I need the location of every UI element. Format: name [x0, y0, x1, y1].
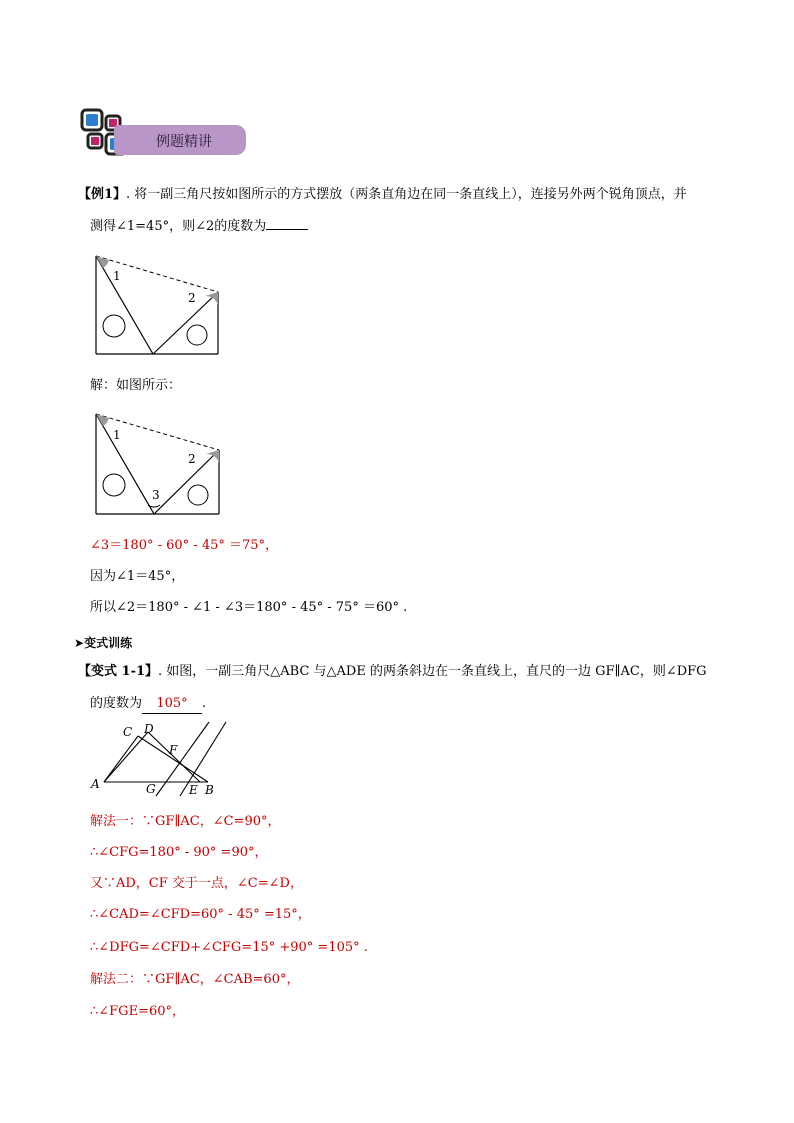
example1-figure — [86, 250, 226, 360]
example1-line2 — [90, 218, 308, 236]
practice-heading — [74, 634, 132, 652]
practice-figure — [86, 720, 236, 800]
practice-text2-end: . — [202, 696, 207, 711]
label-G: G — [146, 782, 156, 796]
label-B: B — [205, 783, 214, 797]
label-E: E — [189, 783, 198, 797]
practice-text1: . 如图，一副三角尺△ABC 与△ADE 的两条斜边在一条直线上，直尺的一边 GF∥AC，则∠DFG — [158, 664, 707, 679]
label-F: F — [169, 743, 178, 757]
example1-tag: 【例1】 — [78, 187, 127, 202]
figure2-label-1: 1 — [113, 428, 121, 442]
figure1-label-1: 1 — [113, 269, 121, 283]
example1-step-3: 所以∠2＝180° - ∠1 - ∠3＝180° - 45° - 75° ＝60° . — [90, 600, 408, 615]
practice-answer: 105° — [142, 695, 202, 714]
example1-step-2: 因为∠1＝45°， — [90, 569, 185, 584]
practice-step-2: ∴∠CFG=180° - 90° =90°， — [90, 845, 268, 860]
practice-line1 — [78, 663, 707, 681]
label-A: A — [91, 777, 100, 791]
label-C: C — [123, 725, 133, 739]
practice-step-4: ∴∠CAD=∠CFD=60° - 45° =15°， — [90, 907, 311, 922]
practice-text2: 的度数为 — [90, 696, 143, 711]
practice-heading-text: 变式训练 — [84, 636, 133, 650]
figure2-label-3: 3 — [152, 488, 160, 502]
example1-solution-intro: 解：如图所示： — [90, 378, 182, 393]
practice-step-5: ∴∠DFG=∠CFD+∠CFG=15° +90° =105° . — [90, 940, 368, 955]
example1-line1 — [78, 186, 687, 204]
practice-step-1: 解法一：∵GF∥AC，∠C=90°， — [90, 814, 281, 829]
arrow-icon: ➤ — [74, 636, 85, 650]
example1-solution-figure — [86, 408, 226, 520]
practice-step-6: 解法二：∵GF∥AC，∠CAB=60°， — [90, 972, 300, 987]
practice-tag: 【变式 1-1】 — [78, 664, 159, 679]
practice-step-7: ∴∠FGE=60°， — [90, 1004, 185, 1019]
figure1-label-2: 2 — [188, 291, 196, 305]
example1-text2: 测得∠1=45°，则∠2的度数为 — [90, 219, 267, 234]
label-D: D — [144, 722, 154, 736]
example1-text1: . 将一副三角尺按如图所示的方式摆放（两条直角边在同一条直线上），连接另外两个锐角顶点，并 — [126, 187, 687, 202]
example1-step-1: ∠3＝180° - 60° - 45° ＝75°， — [90, 538, 279, 553]
figure2-label-2: 2 — [188, 452, 196, 466]
practice-line2 — [90, 695, 206, 714]
section-banner — [80, 108, 250, 162]
practice-step-3: 又∵AD，CF 交于一点，∠C=∠D， — [90, 876, 303, 891]
banner-title: 例题精讲 — [156, 134, 212, 150]
example1-answer-blank — [266, 229, 308, 230]
